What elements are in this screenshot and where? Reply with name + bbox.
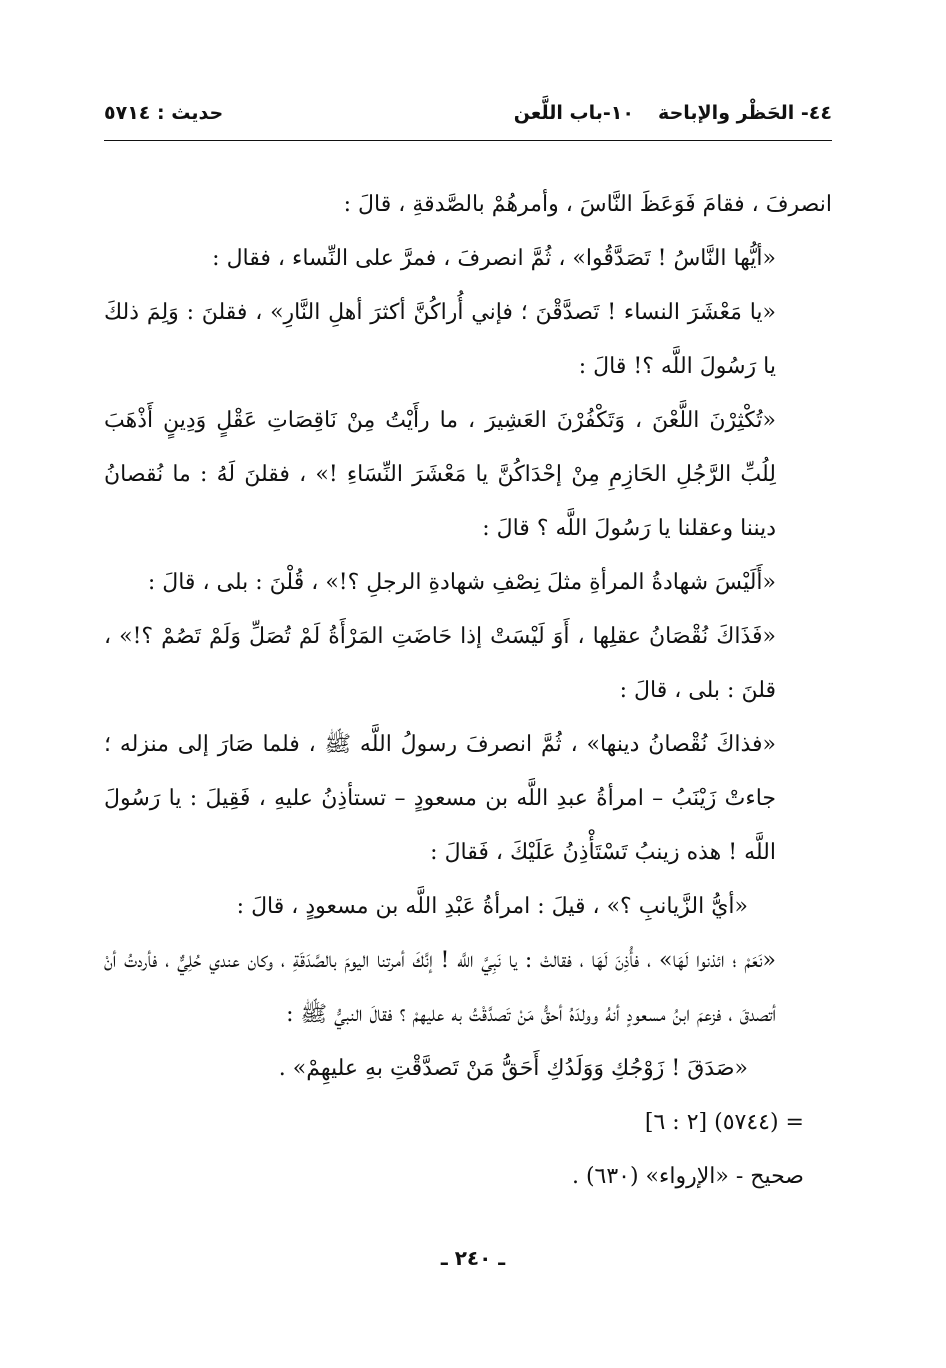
paragraph: «أيُّ الزَّيانبِ ؟» ، قيلَ : امرأةُ عَبْدِ اللَّه بن مسعودٍ ، قالَ : — [236, 894, 748, 919]
paragraph: «تُكْثِرْنَ اللَّعْنَ ، وَتَكْفُرْنَ العَشِيرَ ، ما رأَيْتُ مِنْ نَاقِصَاتِ عَقْلٍ وَدِينٍ أَذْهَبَ لِلُبِّ الرَّجُلِ الحَازِمِ مِنْ إحْدَاكُنَّ يا مَعْشَرَ النِّسَاءِ !» ، فقلنَ لَهُ : ما نُقصانُ ديننا وعقلنا يا رَسُولَ اللَّه ؟ قالَ : — [104, 408, 776, 541]
paragraph: «أَلَيْسَ شهادةُ المرأةِ مثلَ نِصْفِ شهادةِ الرجلِ ؟!» ، قُلْنَ : بلى ، قالَ : — [147, 570, 776, 595]
paragraph: «نَعَمْ ؛ ائذنوا لَهَا» ، فأُذِنَ لَهَا ، فقالتْ : يا نَبِيَّ اللَّه ! إنَّكَ أمرتنا اليومَ بالصَّدَقَةِ ، وكان عندي حُلِيٌّ ، فأردتُ أنْ أتصدقَ ، فزعمَ ابنُ مسعودٍ أنهُ وولدَهُ أحقُّ مَنْ تَصدَّقْتُ به عليهمْ ؟ فقالَ النبيُّ ﷺ : — [104, 948, 776, 1027]
header-rule — [104, 140, 832, 141]
paragraph: «فَذَاكَ نُقْصَانُ عقلِها ، أَوَ لَيْسَتْ إذا حَاضَتِ المَرْأَةُ لَمْ تُصَلِّ وَلَمْ تَصُمْ ؟!» ، قلنَ : بلى ، قالَ : — [104, 624, 776, 703]
paragraph: «يا مَعْشَرَ النساء ! تَصدَّقْنَ ؛ فإني أُراكُنَّ أكثرَ أهلِ النَّارِ» ، فقلنَ : وَلِمَ ذلكَ يا رَسُولَ اللَّه ؟! قالَ : — [104, 300, 776, 379]
page-number: ـ ٢٤٠ ـ — [440, 1246, 506, 1270]
paragraph: انصرفَ ، فقامَ فَوَعَظَ النَّاسَ ، وأمرهُمْ بالصَّدقةِ ، قالَ : — [343, 192, 832, 217]
paragraph: = (٥٧٤٤) [٢ : ٦] — [644, 1110, 804, 1135]
book-title: ٤٤- الحَظْر والإباحة — [658, 102, 832, 124]
paragraph: «أيُّها النَّاسُ ! تَصَدَّقُوا» ، ثُمَّ انصرفَ ، فمرَّ على النِّساء ، فقال : — [212, 246, 776, 271]
paragraph: «فذاكَ نُقْصانُ دينها» ، ثُمَّ انصرفَ رسولُ اللَّه ﷺ ، فلما صَارَ إلى منزله ؛ جاءتْ زَيْنَبُ – امرأةُ عبدِ اللَّه بن مسعودٍ – تستأذِنُ عليهِ ، فَقِيلَ : يا رَسُولَ اللَّه ! هذه زينبُ تَسْتَأْذِنُ عَلَيْكَ ، فَقالَ : — [104, 732, 776, 865]
body-text — [104, 178, 832, 1204]
running-header — [104, 96, 832, 136]
chapter-title: ١٠-باب اللَّعن — [513, 102, 634, 124]
paragraph: صحيح - «الإرواء» (٦٣٠) . — [571, 1164, 804, 1189]
hadith-number: حديث : ٥٧١٤ — [104, 102, 224, 124]
paragraph: «صَدَقَ ! زَوْجُكِ وَوَلَدُكِ أَحَقُّ مَنْ تَصدَّقْتِ بهِ عليهِمْ» . — [278, 1056, 748, 1081]
